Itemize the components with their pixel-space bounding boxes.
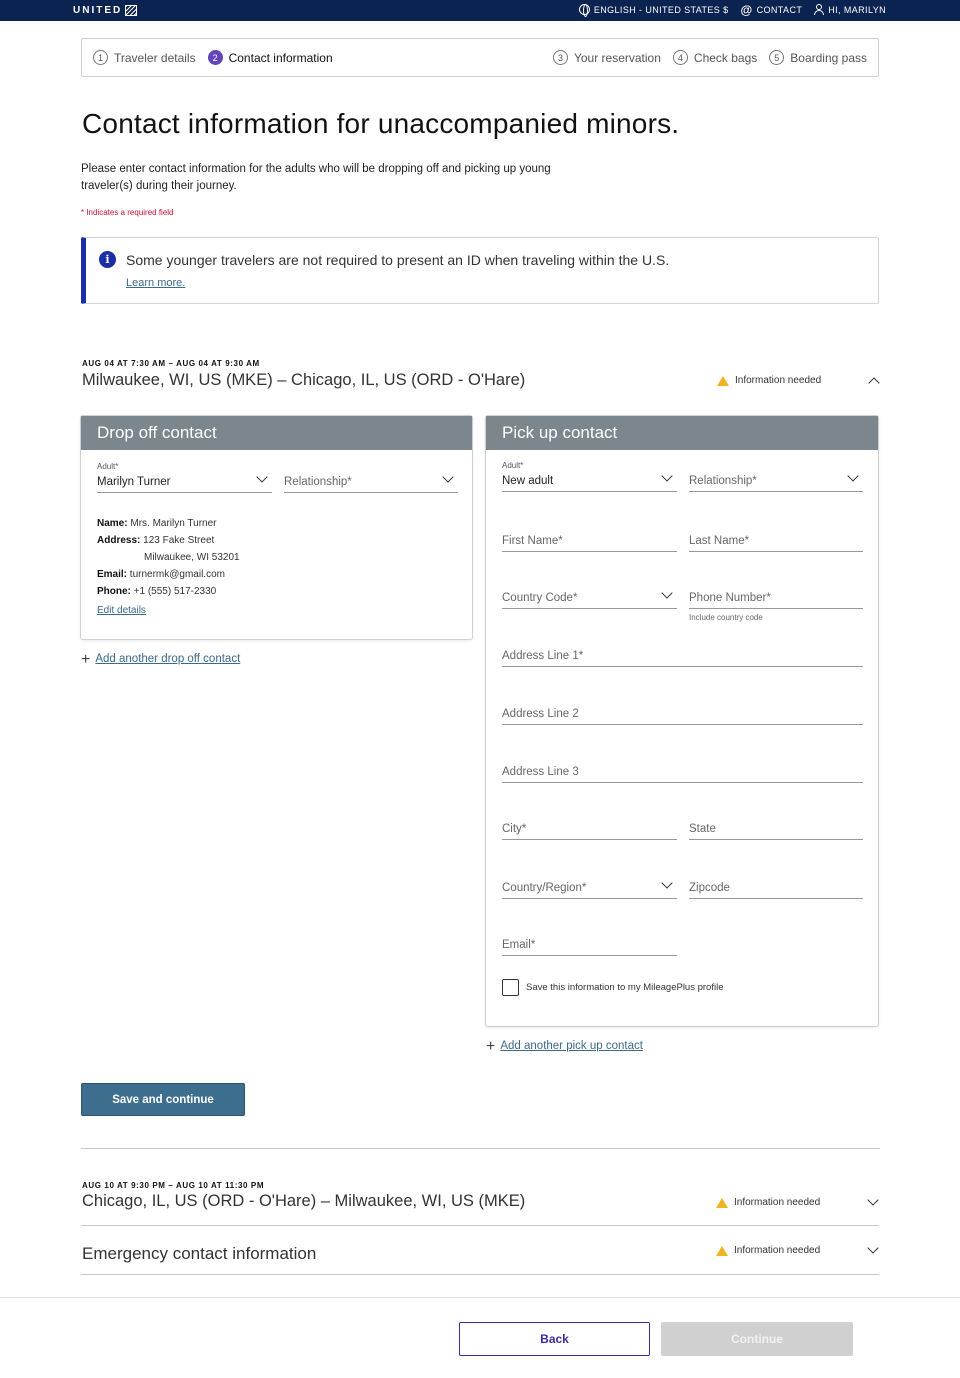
address-line-1-input[interactable] (502, 647, 863, 667)
step-number: 1 (93, 50, 108, 65)
address-line-1: 123 Fake Street (143, 535, 215, 546)
add-dropoff-label: Add another drop off contact (95, 653, 241, 665)
contact-name: Mrs. Marilyn Turner (130, 518, 217, 529)
top-bar (0, 0, 960, 21)
contact-phone: +1 (555) 517-2330 (133, 586, 217, 597)
language-label: ENGLISH - UNITED STATES $ (593, 4, 729, 15)
status-label: Information needed (734, 1197, 821, 1208)
adult-label: Adult* (97, 462, 119, 471)
edit-details-link[interactable]: Edit details (97, 605, 146, 616)
globe-icon (579, 4, 590, 15)
id-info-alert (81, 237, 879, 304)
save-and-continue-button[interactable]: Save and continue (81, 1083, 245, 1116)
address-line-2: Milwaukee, WI 53201 (144, 552, 240, 563)
state-input[interactable] (689, 820, 863, 840)
save-to-profile-checkbox[interactable] (502, 979, 519, 996)
state-placeholder: State (689, 823, 716, 835)
step-contact-information[interactable] (208, 50, 333, 65)
account-menu[interactable] (814, 4, 886, 15)
plus-icon: + (486, 1037, 496, 1055)
step-number: 3 (553, 50, 568, 65)
step-label: Boarding pass (790, 50, 867, 65)
country-placeholder: Country/Region* (502, 882, 587, 894)
expand-chevron-icon[interactable] (867, 1242, 878, 1253)
status-label: Information needed (734, 1245, 821, 1256)
status-label: Information needed (735, 375, 822, 386)
warning-icon (716, 1198, 728, 1208)
city-input[interactable] (502, 820, 677, 840)
warning-icon (716, 1246, 728, 1256)
step-number: 5 (769, 50, 784, 65)
continue-button[interactable]: Continue (661, 1322, 853, 1356)
email-label: Email: (97, 569, 128, 580)
emergency-contact-title: Emergency contact information (82, 1244, 317, 1263)
info-icon: i (99, 251, 116, 268)
user-icon (814, 4, 824, 15)
segment-date: AUG 10 AT 9:30 PM – AUG 10 AT 11:30 PM (82, 1181, 265, 1190)
phone-number-input[interactable] (689, 589, 863, 609)
chevron-down-icon (442, 471, 453, 482)
step-your-reservation[interactable] (553, 50, 661, 65)
phone-label: Phone: (97, 586, 131, 597)
dropoff-card-title: Drop off contact (81, 416, 472, 450)
country-code-placeholder: Country Code* (502, 592, 578, 604)
language-selector[interactable] (579, 4, 729, 15)
step-label: Traveler details (114, 50, 196, 65)
add-pickup-label: Add another pick up contact (500, 1040, 643, 1052)
at-icon: @ (740, 2, 753, 17)
dropoff-contact-card (80, 415, 473, 640)
chevron-down-icon (256, 471, 267, 482)
address-line-2-input[interactable] (502, 705, 863, 725)
contact-label: CONTACT (756, 4, 803, 15)
pickup-card-title: Pick up contact (486, 416, 878, 450)
progress-stepper (81, 38, 879, 77)
phone-placeholder: Phone Number* (689, 592, 771, 604)
emergency-status (716, 1245, 820, 1256)
email-input[interactable] (502, 936, 677, 956)
top-nav (579, 4, 886, 15)
relationship-placeholder: Relationship* (689, 475, 757, 487)
chevron-down-icon (847, 470, 858, 481)
last-name-placeholder: Last Name* (689, 535, 750, 547)
chevron-down-icon (661, 877, 672, 888)
add-pickup-contact-link[interactable] (486, 1037, 643, 1055)
chevron-down-icon (661, 470, 672, 481)
country-code-select[interactable] (502, 589, 677, 609)
required-field-note: * Indicates a required field (81, 208, 174, 217)
dropoff-relationship-select[interactable] (284, 473, 458, 493)
step-label: Check bags (693, 50, 758, 65)
back-button[interactable]: Back (459, 1322, 650, 1356)
globe-logo-icon (125, 5, 137, 16)
address-line-2-placeholder: Address Line 2 (502, 708, 579, 720)
dropoff-adult-select[interactable] (97, 473, 272, 493)
expand-chevron-icon[interactable] (867, 1194, 878, 1205)
first-name-input[interactable] (502, 532, 677, 552)
adult-value: Marilyn Turner (97, 476, 171, 488)
save-to-profile-row (502, 979, 723, 996)
phone-helper-text: Include country code (689, 613, 763, 622)
section-divider (81, 1225, 879, 1226)
zipcode-placeholder: Zipcode (689, 882, 730, 894)
section-divider (81, 1274, 879, 1275)
intro-text: Please enter contact information for the adults who will be dropping off and picking up young traveler(s) during their journey. (81, 163, 551, 192)
chevron-down-icon (661, 587, 672, 598)
greeting-label: HI, MARILYN (828, 4, 886, 15)
info-text: Some younger travelers are not required to present an ID when traveling within the U.S. (126, 252, 670, 268)
country-region-select[interactable] (502, 879, 677, 899)
pickup-adult-select[interactable] (502, 472, 677, 492)
contact-email: turnermk@gmail.com (129, 569, 225, 580)
logo-text: UNITED (73, 5, 123, 16)
zipcode-input[interactable] (689, 879, 863, 899)
step-number: 4 (673, 50, 688, 65)
contact-link[interactable] (741, 4, 803, 15)
relationship-placeholder: Relationship* (284, 476, 352, 488)
email-placeholder: Email* (502, 939, 536, 951)
first-name-placeholder: First Name* (502, 535, 563, 547)
section-divider (81, 1148, 880, 1149)
adult-label: Adult* (502, 461, 524, 470)
dropoff-details (97, 515, 240, 600)
pickup-relationship-select[interactable] (689, 472, 863, 492)
address-line-3-input[interactable] (502, 763, 863, 783)
step-number: 2 (208, 50, 223, 65)
step-check-bags[interactable] (673, 50, 757, 65)
last-name-input[interactable] (689, 532, 863, 552)
segment-route: Chicago, IL, US (ORD - O'Hare) – Milwaukee, WI, US (MKE) (82, 1192, 526, 1210)
name-label: Name: (97, 518, 128, 529)
united-logo[interactable] (73, 5, 137, 16)
segment-status (717, 375, 821, 386)
adult-value: New adult (502, 475, 554, 487)
footer-bar (0, 1297, 960, 1378)
save-to-profile-label: Save this information to my MileagePlus profile (526, 982, 724, 993)
address-line-1-placeholder: Address Line 1* (502, 650, 584, 662)
address-label: Address: (97, 535, 141, 546)
segment-status (716, 1197, 820, 1208)
warning-icon (717, 376, 729, 386)
address-line-3-placeholder: Address Line 3 (502, 766, 579, 778)
learn-more-link[interactable]: Learn more. (126, 277, 186, 289)
step-traveler-details[interactable] (93, 50, 196, 65)
segment-date: AUG 04 AT 7:30 AM – AUG 04 AT 9:30 AM (82, 359, 260, 368)
page-title: Contact information for unaccompanied minors. (82, 108, 680, 139)
step-label: Contact information (228, 50, 333, 65)
city-placeholder: City* (502, 823, 527, 835)
add-dropoff-contact-link[interactable] (81, 650, 241, 668)
collapse-chevron-icon[interactable] (868, 377, 879, 388)
segment-route: Milwaukee, WI, US (MKE) – Chicago, IL, US (ORD - O'Hare) (82, 371, 526, 389)
plus-icon: + (81, 650, 91, 668)
step-label: Your reservation (573, 50, 661, 65)
step-boarding-pass[interactable] (769, 50, 867, 65)
pickup-contact-card (485, 415, 879, 1027)
